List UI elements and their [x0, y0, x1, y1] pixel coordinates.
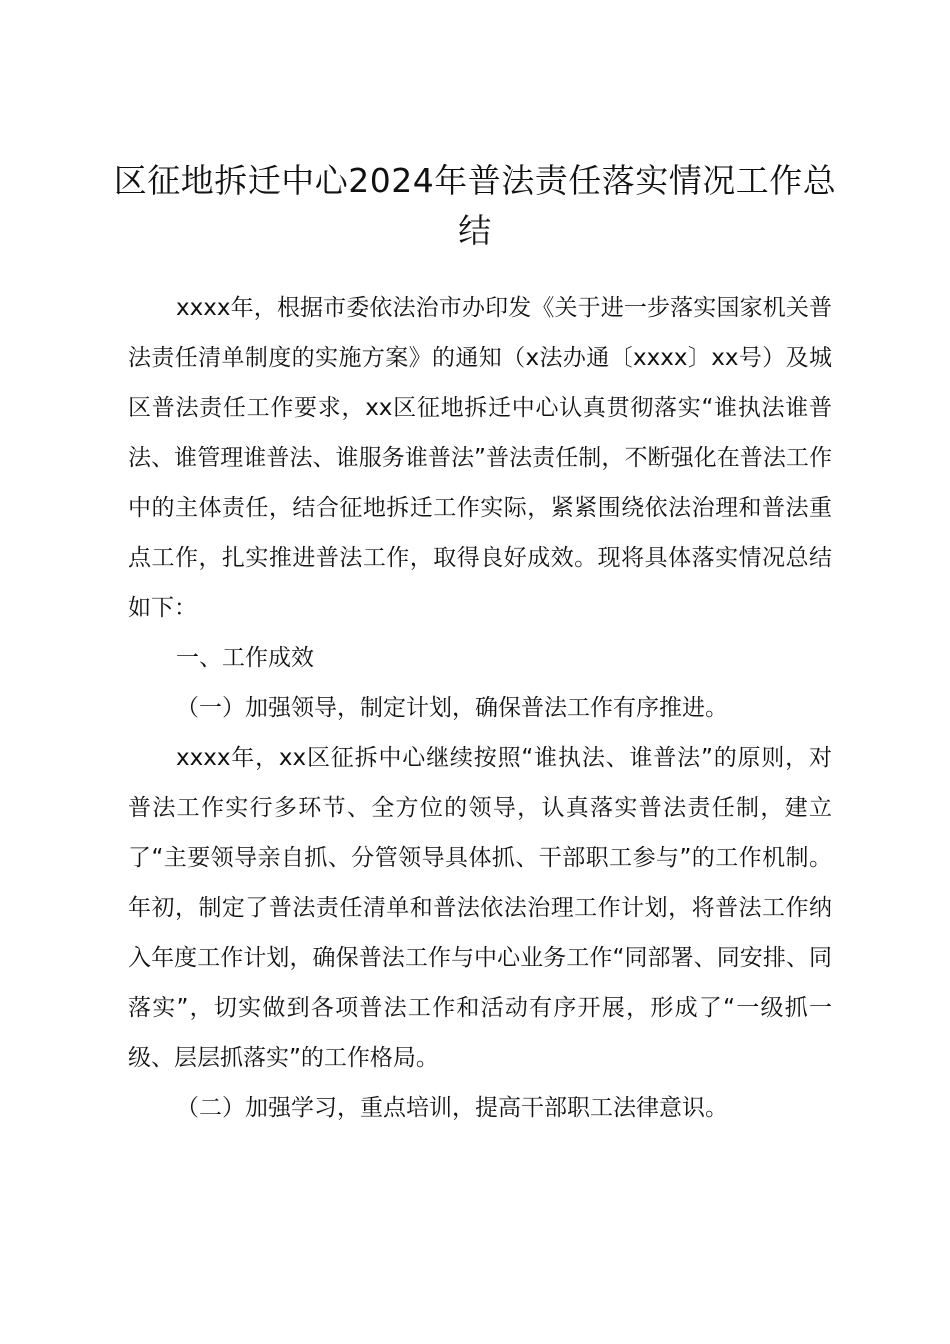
subsection-1-paragraph: xxxx年，xx区征拆中心继续按照“谁执法、谁普法”的原则，对普法工作实行多环节、全方位的领导，认真落实普法责任制，建立了“主要领导亲自抓、分管领导具体抓、干部职工参与”的工作机制。年初，制定了普法责任清单和普法依法治理工作计划，将普法工作纳入年度工作计划，确保普法工作与中心业务工作“同部署、同安排、同落实”，切实做到各项普法工作和活动有序开展，形成了“一级抓一级、层层抓落实”的工作格局。 — [128, 745, 832, 1071]
document-title: 区征地拆迁中心2024年普法责任落实情况工作总结 — [113, 161, 837, 250]
document-body — [128, 283, 832, 1133]
subsection-heading-1: （一）加强领导，制定计划，确保普法工作有序推进。 — [176, 695, 728, 721]
intro-paragraph: xxxx年，根据市委依法治市办印发《关于进一步落实国家机关普法责任清单制度的实施方案》的通知（x法办通〔xxxx〕xx号）及城区普法责任工作要求，xx区征地拆迁中心认真贯彻落实“谁执法谁普法、谁管理谁普法、谁服务谁普法”普法责任制，不断强化在普法工作中的主体责任，结合征地拆迁工作实际，紧紧围绕依法治理和普法重点工作，扎实推进普法工作，取得良好成效。现将具体落实情况总结如下： — [128, 295, 832, 621]
section-heading-achievements: 一、工作成效 — [176, 645, 314, 671]
subsection-heading-2: （二）加强学习，重点培训，提高干部职工法律意识。 — [176, 1095, 728, 1121]
